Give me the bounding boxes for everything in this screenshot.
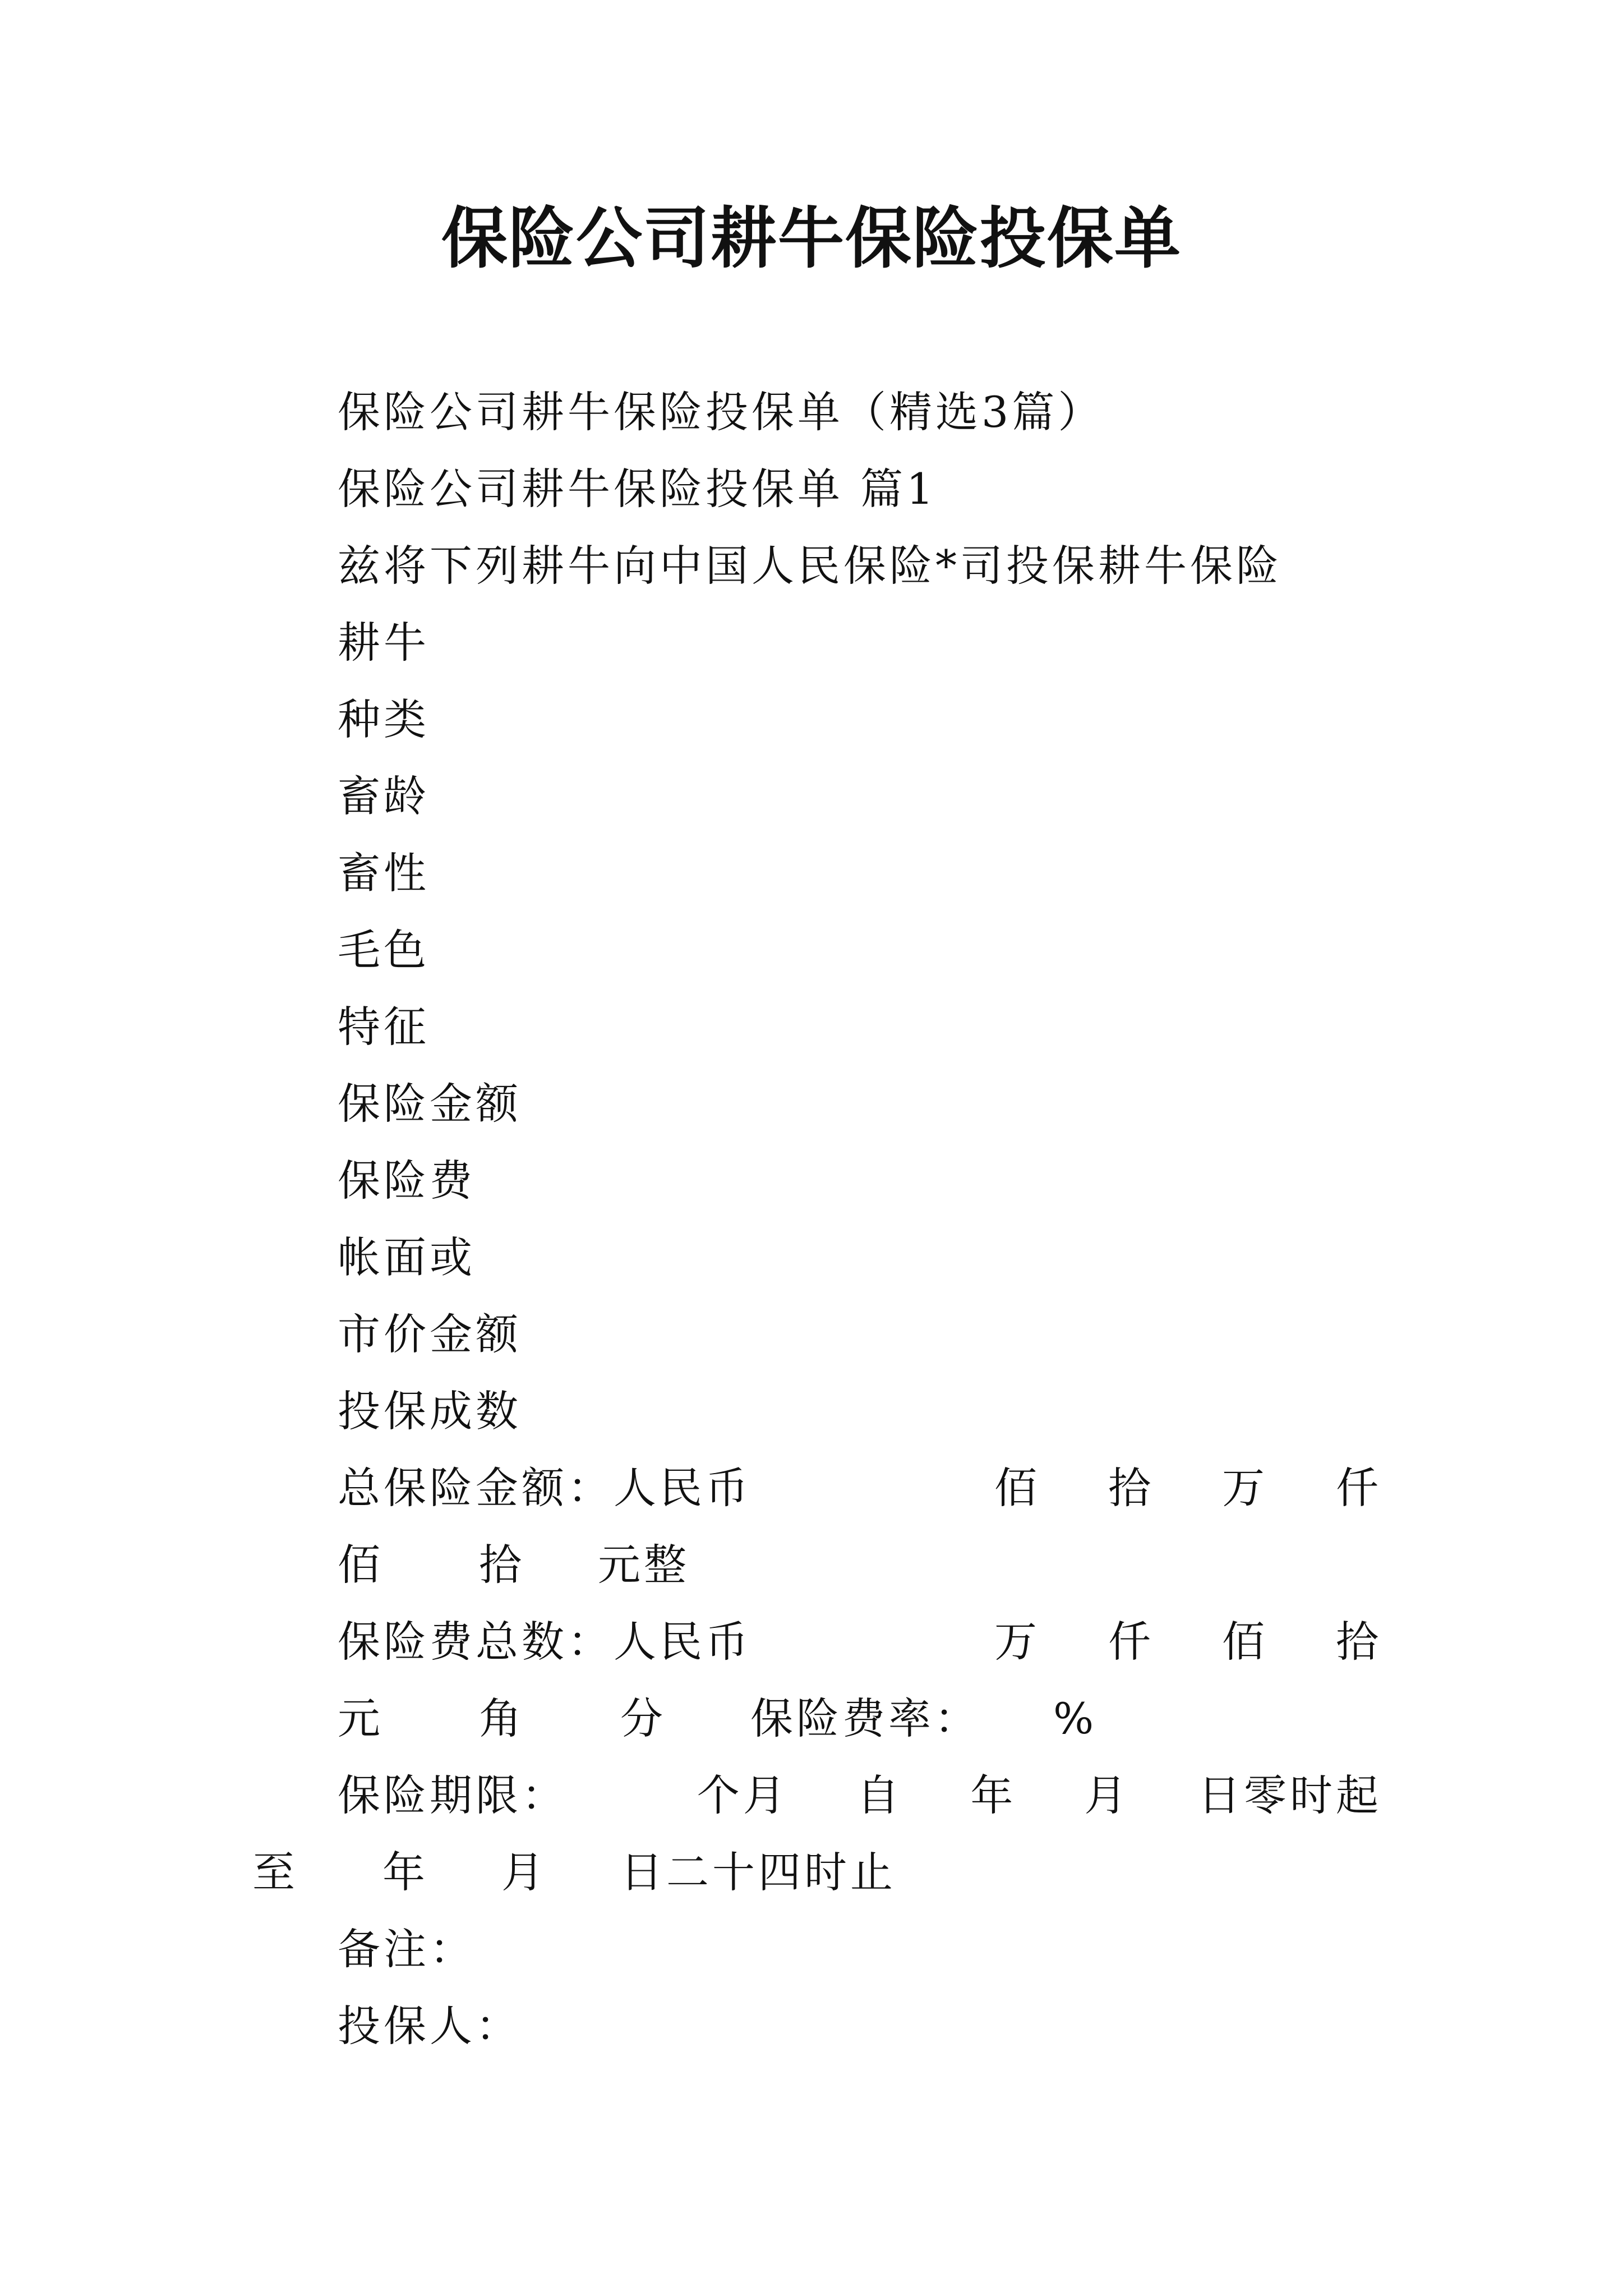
field-type: 种类 bbox=[338, 694, 430, 744]
period-from: 自 bbox=[856, 1770, 903, 1820]
total-sum-label: 总保险金额：人民币 bbox=[338, 1463, 751, 1513]
premium-total-line-1 bbox=[338, 1614, 1382, 1670]
period-end-year: 年 bbox=[382, 1847, 428, 1897]
period-end-time: 日二十四时止 bbox=[620, 1847, 896, 1897]
premium-total-unit: 拾 bbox=[1336, 1617, 1382, 1667]
total-sum-line-1 bbox=[338, 1460, 1382, 1516]
total-sum-unit: 拾 bbox=[479, 1540, 525, 1590]
premium-total-unit: 佰 bbox=[1222, 1617, 1268, 1667]
field-cattle: 耕牛 bbox=[338, 618, 430, 668]
premium-rate-label: 保险费率： bbox=[750, 1694, 980, 1743]
field-market-value: 市价金额 bbox=[338, 1309, 522, 1359]
period-to: 至 bbox=[252, 1847, 298, 1897]
field-features: 特征 bbox=[338, 1002, 430, 1052]
total-sum-unit: 佰 bbox=[994, 1463, 1040, 1513]
premium-total-unit: 分 bbox=[620, 1694, 666, 1743]
field-book-value: 帐面或 bbox=[338, 1232, 476, 1282]
field-age: 畜龄 bbox=[338, 771, 430, 821]
period-label: 保险期限： bbox=[338, 1770, 568, 1820]
period-start-time: 日零时起 bbox=[1197, 1770, 1382, 1820]
field-sex: 畜性 bbox=[338, 848, 430, 898]
field-coat-color: 毛色 bbox=[338, 925, 430, 975]
premium-total-label: 保险费总数：人民币 bbox=[338, 1617, 751, 1667]
period-end-month: 月 bbox=[501, 1847, 547, 1897]
total-sum-unit: 佰 bbox=[338, 1540, 384, 1590]
statement-line: 兹将下列耕牛向中国人民保险*司投保耕牛保险 bbox=[338, 541, 1282, 591]
period-year: 年 bbox=[970, 1770, 1017, 1820]
premium-total-unit: 元 bbox=[338, 1694, 384, 1743]
total-sum-unit: 万 bbox=[1222, 1463, 1268, 1513]
total-sum-line-2 bbox=[338, 1537, 690, 1593]
period-months: 个月 bbox=[697, 1770, 789, 1820]
premium-total-line-2 bbox=[338, 1691, 1097, 1747]
total-sum-unit: 拾 bbox=[1108, 1463, 1154, 1513]
document-title: 保险公司耕牛保险投保单 bbox=[441, 200, 1182, 277]
period-month: 月 bbox=[1084, 1770, 1131, 1820]
remark-label: 备注： bbox=[338, 1924, 476, 1974]
intro-line: 保险公司耕牛保险投保单（精选3篇） bbox=[338, 387, 1104, 437]
premium-total-unit: 仟 bbox=[1108, 1617, 1154, 1667]
premium-rate-percent: % bbox=[1053, 1694, 1098, 1743]
period-line-2 bbox=[252, 1844, 896, 1901]
total-sum-unit: 元整 bbox=[598, 1540, 690, 1590]
premium-total-unit: 角 bbox=[479, 1694, 525, 1743]
section-heading: 保险公司耕牛保险投保单 篇1 bbox=[338, 464, 937, 514]
total-sum-unit: 仟 bbox=[1336, 1463, 1382, 1513]
field-coverage-ratio: 投保成数 bbox=[338, 1386, 522, 1436]
applicant-label: 投保人： bbox=[338, 2001, 522, 2051]
field-premium: 保险费 bbox=[338, 1156, 476, 1205]
premium-total-unit: 万 bbox=[994, 1617, 1040, 1667]
period-line-1 bbox=[338, 1768, 1382, 1824]
field-insured-amount: 保险金额 bbox=[338, 1079, 522, 1129]
